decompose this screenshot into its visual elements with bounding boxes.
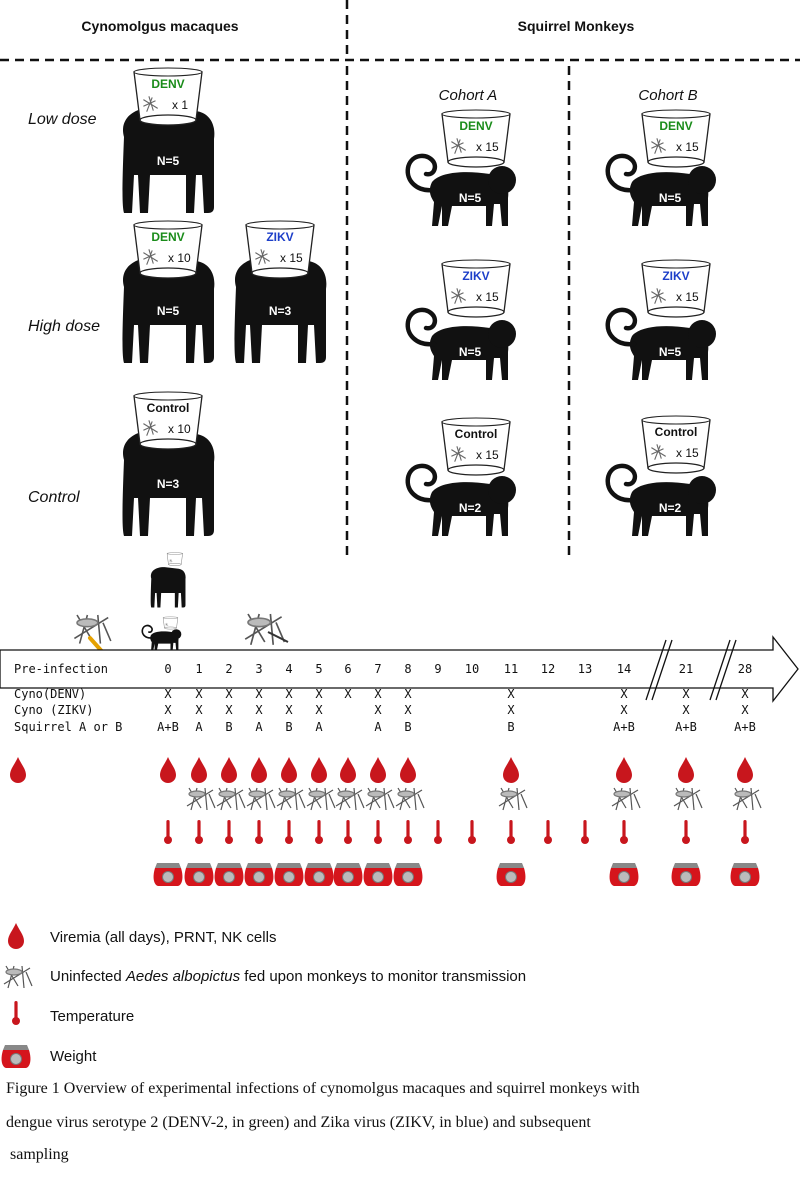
scale-icon bbox=[394, 863, 423, 886]
scale-icon bbox=[154, 863, 183, 886]
day-label: 21 bbox=[678, 662, 694, 676]
mosquito-icon bbox=[396, 788, 424, 810]
timeline-row-label: Cyno (ZIKV) bbox=[14, 703, 94, 717]
timeline-cell: X bbox=[344, 687, 352, 701]
timeline-row-label: Cyno(DENV) bbox=[14, 687, 87, 701]
timeline-cell: A bbox=[315, 720, 323, 734]
svg-text:Control: Control bbox=[654, 425, 698, 439]
day-label: 8 bbox=[404, 662, 412, 676]
thermometer-icon bbox=[507, 820, 515, 844]
timeline-cell: A bbox=[195, 720, 203, 734]
svg-text:x 1: x 1 bbox=[172, 98, 189, 112]
blood-drop-icon bbox=[221, 757, 237, 783]
svg-text:N=2: N=2 bbox=[658, 501, 682, 515]
group-squirrel-b-denv bbox=[608, 110, 716, 226]
svg-text:x 15: x 15 bbox=[676, 140, 699, 154]
blood-drop-icon bbox=[191, 757, 207, 783]
mosquito-icon bbox=[612, 788, 640, 810]
mosquito-icon bbox=[277, 788, 305, 810]
mosquito-icon bbox=[336, 788, 364, 810]
mosquito-icon bbox=[366, 788, 394, 810]
group-cyno-high-zikv bbox=[235, 221, 327, 363]
thermometer-icon bbox=[544, 820, 552, 844]
scale-icon bbox=[215, 863, 244, 886]
timeline-cell: B bbox=[507, 720, 515, 734]
svg-text:DENV: DENV bbox=[659, 119, 693, 133]
svg-text:x 10: x 10 bbox=[168, 422, 191, 436]
mosquito-icon bbox=[674, 788, 702, 810]
timeline-cell: X bbox=[164, 687, 172, 701]
day-label: 7 bbox=[374, 662, 382, 676]
legend-blood bbox=[8, 923, 276, 949]
caption-line-3: sampling bbox=[6, 1146, 69, 1163]
cohort-b-label: Cohort B bbox=[638, 87, 698, 104]
group-cyno-low-denv bbox=[123, 68, 215, 213]
caption-line-1: Figure 1 Overview of experimental infections of cynomolgus macaques and squirrel monkeys with bbox=[6, 1080, 640, 1097]
svg-text:DENV: DENV bbox=[459, 119, 493, 133]
mosquito-icon bbox=[247, 788, 275, 810]
legend-mosquito bbox=[4, 966, 526, 988]
thermometer-icon bbox=[164, 820, 172, 844]
scale-icon bbox=[610, 863, 639, 886]
scale-icon bbox=[275, 863, 304, 886]
thermometer-icon bbox=[682, 820, 690, 844]
group-squirrel-b-control bbox=[608, 416, 716, 536]
day-label: 10 bbox=[464, 662, 480, 676]
svg-text:Uninfected Aedes albopictus fe: Uninfected Aedes albopictus fed upon monkeys to monitor transmission bbox=[50, 968, 527, 985]
svg-text:N=5: N=5 bbox=[156, 304, 180, 318]
blood-drop-icon bbox=[503, 757, 519, 783]
timeline-cell: X bbox=[741, 703, 749, 717]
timeline-cell: X bbox=[682, 703, 690, 717]
scale-icon bbox=[731, 863, 760, 886]
group-squirrel-a-control bbox=[408, 418, 516, 536]
timeline-cell: B bbox=[404, 720, 412, 734]
svg-text:x 15: x 15 bbox=[476, 448, 499, 462]
scale-icon bbox=[672, 863, 701, 886]
day-label: 6 bbox=[344, 662, 352, 676]
blood-drop-icon bbox=[737, 757, 753, 783]
macaque-with-cup-icon bbox=[151, 553, 186, 608]
timeline-cell: X bbox=[285, 703, 293, 717]
thermometer-icon bbox=[468, 820, 476, 844]
timeline-cell: X bbox=[255, 703, 263, 717]
blood-drop-icon bbox=[311, 757, 327, 783]
svg-text:Control: Control bbox=[454, 427, 498, 441]
row-label-low-dose: Low dose bbox=[28, 111, 97, 128]
scale-icon bbox=[2, 1045, 31, 1068]
day-label: 4 bbox=[285, 662, 293, 676]
mosquito-icon bbox=[499, 788, 527, 810]
cohort-a-label: Cohort A bbox=[438, 87, 498, 104]
svg-text:Viremia (all days), PRNT, NK c: Viremia (all days), PRNT, NK cells bbox=[50, 929, 277, 946]
timeline-cell: X bbox=[507, 687, 515, 701]
svg-text:x 15: x 15 bbox=[476, 140, 499, 154]
sampling-icons bbox=[10, 757, 761, 886]
mosquito-feeding-icon bbox=[245, 614, 288, 645]
group-cyno-high-denv bbox=[123, 221, 215, 363]
scale-icon bbox=[497, 863, 526, 886]
thermometer-icon bbox=[404, 820, 412, 844]
scale-icon bbox=[185, 863, 214, 886]
blood-drop-icon bbox=[616, 757, 632, 783]
thermometer-icon bbox=[225, 820, 233, 844]
day-label: 14 bbox=[616, 662, 632, 676]
day-label: 12 bbox=[540, 662, 556, 676]
thermometer-icon bbox=[620, 820, 628, 844]
timeline-cell: X bbox=[315, 687, 323, 701]
header-squirrel: Squirrel Monkeys bbox=[517, 18, 635, 34]
timeline-cell: X bbox=[620, 687, 628, 701]
svg-text:N=5: N=5 bbox=[658, 191, 682, 205]
timeline-cell: X bbox=[507, 703, 515, 717]
timeline-cell: X bbox=[404, 687, 412, 701]
thermometer-icon bbox=[581, 820, 589, 844]
svg-text:N=2: N=2 bbox=[458, 501, 482, 515]
thermometer-icon bbox=[741, 820, 749, 844]
timeline-cell: X bbox=[374, 687, 382, 701]
svg-text:Weight: Weight bbox=[50, 1048, 97, 1065]
pre-infection-label: Pre-infection bbox=[14, 662, 108, 676]
day-label: 13 bbox=[577, 662, 593, 676]
thermometer-icon bbox=[12, 1001, 20, 1025]
timeline-cell: A+B bbox=[613, 720, 635, 734]
svg-text:ZIKV: ZIKV bbox=[462, 269, 490, 283]
svg-text:N=3: N=3 bbox=[268, 304, 292, 318]
row-label-control: Control bbox=[28, 489, 80, 506]
timeline-cell: X bbox=[195, 687, 203, 701]
squirrel-with-cup-icon bbox=[142, 617, 181, 651]
timeline-cell: X bbox=[315, 703, 323, 717]
day-label: 2 bbox=[225, 662, 233, 676]
blood-drop-icon bbox=[160, 757, 176, 783]
timeline-cell: X bbox=[195, 703, 203, 717]
caption-line-2: dengue virus serotype 2 (DENV-2, in green) and Zika virus (ZIKV, in blue) and subsequent bbox=[6, 1114, 591, 1131]
day-label: 1 bbox=[195, 662, 203, 676]
timeline-cell: X bbox=[225, 703, 233, 717]
thermometer-icon bbox=[285, 820, 293, 844]
svg-text:x 15: x 15 bbox=[676, 290, 699, 304]
thermometer-icon bbox=[374, 820, 382, 844]
timeline-table bbox=[14, 687, 756, 734]
svg-text:N=3: N=3 bbox=[156, 477, 180, 491]
header-cyno: Cynomolgus macaques bbox=[81, 18, 239, 34]
thermometer-icon bbox=[315, 820, 323, 844]
group-squirrel-b-zikv bbox=[608, 260, 716, 380]
timeline-cell: X bbox=[225, 687, 233, 701]
mosquito-icon bbox=[217, 788, 245, 810]
timeline-cell: A bbox=[255, 720, 263, 734]
timeline-cell: X bbox=[255, 687, 263, 701]
mosquito-icon bbox=[4, 966, 32, 988]
timeline-cell: X bbox=[164, 703, 172, 717]
day-label: 9 bbox=[434, 662, 442, 676]
thermometer-icon bbox=[195, 820, 203, 844]
day-label: 28 bbox=[737, 662, 753, 676]
svg-text:DENV: DENV bbox=[151, 230, 185, 244]
svg-text:x 10: x 10 bbox=[168, 251, 191, 265]
group-squirrel-a-denv bbox=[408, 110, 516, 226]
scale-icon bbox=[334, 863, 363, 886]
timeline-cell: X bbox=[620, 703, 628, 717]
group-cyno-control bbox=[123, 392, 215, 536]
svg-text:N=5: N=5 bbox=[156, 154, 180, 168]
thermometer-icon bbox=[344, 820, 352, 844]
legend-weight bbox=[2, 1045, 98, 1068]
svg-text:Temperature: Temperature bbox=[50, 1008, 135, 1025]
timeline-cell: B bbox=[225, 720, 233, 734]
blood-drop-icon bbox=[340, 757, 356, 783]
mosquito-icon bbox=[307, 788, 335, 810]
legend-temperature bbox=[12, 1001, 134, 1025]
timeline-cell: X bbox=[741, 687, 749, 701]
scale-icon bbox=[364, 863, 393, 886]
svg-text:N=5: N=5 bbox=[458, 191, 482, 205]
svg-text:DENV: DENV bbox=[151, 77, 185, 91]
timeline-cell: X bbox=[682, 687, 690, 701]
svg-text:N=5: N=5 bbox=[458, 345, 482, 359]
svg-text:x 15: x 15 bbox=[676, 446, 699, 460]
blood-drop-icon bbox=[400, 757, 416, 783]
timeline-cell: X bbox=[404, 703, 412, 717]
blood-drop-icon bbox=[251, 757, 267, 783]
scale-icon bbox=[305, 863, 334, 886]
scale-icon bbox=[245, 863, 274, 886]
svg-text:ZIKV: ZIKV bbox=[662, 269, 690, 283]
blood-drop-icon bbox=[370, 757, 386, 783]
day-label: 3 bbox=[255, 662, 263, 676]
timeline-cell: A+B bbox=[734, 720, 756, 734]
mosquito-icon bbox=[187, 788, 215, 810]
timeline-cell: A+B bbox=[157, 720, 179, 734]
blood-drop-icon bbox=[678, 757, 694, 783]
timeline-cell: A bbox=[374, 720, 382, 734]
blood-drop-icon bbox=[281, 757, 297, 783]
blood-drop-icon bbox=[8, 923, 24, 949]
timeline-cell: X bbox=[374, 703, 382, 717]
svg-text:ZIKV: ZIKV bbox=[266, 230, 294, 244]
mosquito-icon bbox=[733, 788, 761, 810]
svg-text:x 15: x 15 bbox=[280, 251, 303, 265]
thermometer-icon bbox=[255, 820, 263, 844]
timeline-cell: B bbox=[285, 720, 293, 734]
group-squirrel-a-zikv bbox=[408, 260, 516, 380]
timeline-cell: A+B bbox=[675, 720, 697, 734]
svg-text:N=5: N=5 bbox=[658, 345, 682, 359]
day-label: 5 bbox=[315, 662, 323, 676]
day-label: 0 bbox=[164, 662, 172, 676]
blood-drop-icon bbox=[10, 757, 26, 783]
row-label-high-dose: High dose bbox=[28, 318, 101, 335]
svg-text:Control: Control bbox=[146, 401, 190, 415]
timeline-row-label: Squirrel A or B bbox=[14, 720, 123, 734]
svg-text:x 15: x 15 bbox=[476, 290, 499, 304]
thermometer-icon bbox=[434, 820, 442, 844]
day-label: 11 bbox=[503, 662, 519, 676]
timeline-cell: X bbox=[285, 687, 293, 701]
